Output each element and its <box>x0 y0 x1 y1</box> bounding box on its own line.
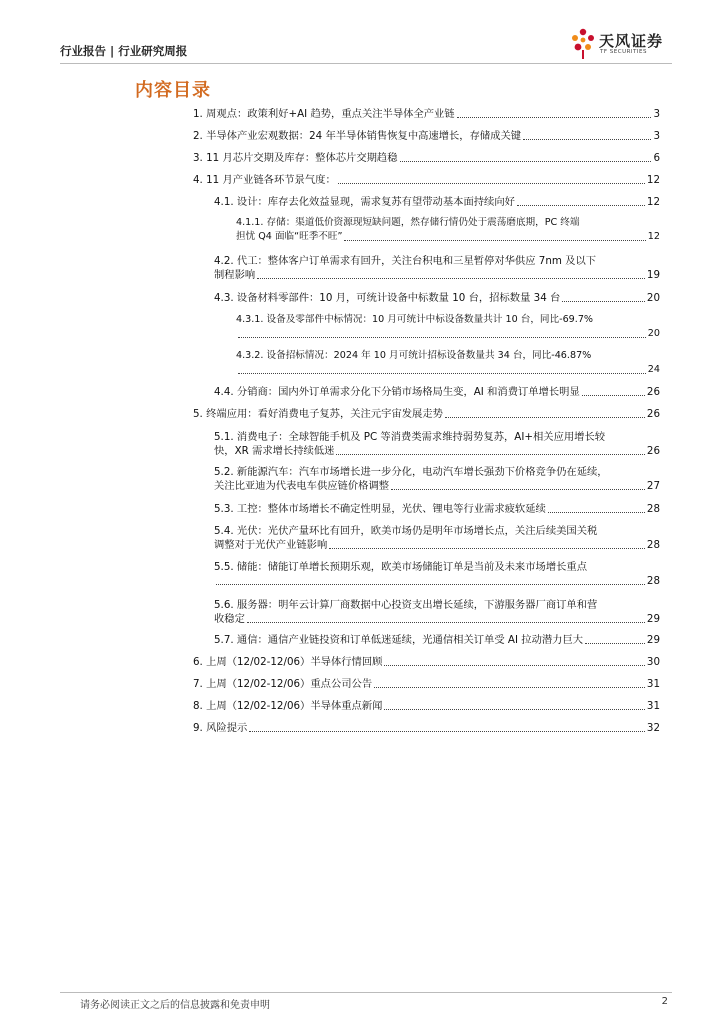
dot-leader <box>216 584 645 585</box>
toc-entry-5[interactable] <box>193 408 660 421</box>
footer-divider <box>60 992 672 993</box>
toc-entry-7[interactable] <box>193 678 660 691</box>
toc-entry-text-line1: 5.2. 新能源汽车：汽车市场增长进一步分化，电动汽车增长强劲下价格竞争仍在延续， <box>214 466 608 478</box>
dot-leader <box>445 417 645 418</box>
toc-entry-page: 26 <box>646 445 660 457</box>
header-divider <box>60 63 672 64</box>
toc-entry-text: 4.3. 设备材料零部件：10 月，可统计设备中标数量 10 台，招标数量 34 台 <box>214 292 561 304</box>
toc-entry-text: 3. 11 月芯片交期及库存：整体芯片交期趋稳 <box>193 152 398 164</box>
toc-entry-page: 26 <box>646 408 660 420</box>
toc-entry-page: 6 <box>653 152 660 164</box>
toc-entry-text-line1: 5.6. 服务器：明年云计算厂商数据中心投资支出增长延续，下游服务器厂商订单和营 <box>214 599 598 611</box>
toc-entry-text: 4. 11 月产业链各环节景气度： <box>193 174 336 186</box>
toc-entry-4-1[interactable] <box>214 196 660 209</box>
dot-leader <box>384 665 644 666</box>
dot-leader <box>336 454 644 455</box>
toc-entry-5-2[interactable] <box>214 465 660 493</box>
dot-leader <box>400 161 652 162</box>
toc-entry-text-line2: 制程影响 <box>214 269 256 281</box>
toc-entry-text-line1: 4.3.2. 设备招标情况：2024 年 10 月可统计招标设备数量共 34 台，同比-46.87% <box>236 350 592 361</box>
toc-entry-page: 20 <box>647 328 660 339</box>
toc-entry-text: 6. 上周（12/02-12/06）半导体行情回顾 <box>193 656 383 668</box>
toc-entry-text: 9. 风险提示 <box>193 722 248 734</box>
toc-title: 内容目录 <box>135 80 211 101</box>
toc-entry-5-7[interactable] <box>214 634 660 647</box>
toc-entry-6[interactable] <box>193 656 660 669</box>
toc-entry-page: 31 <box>646 700 660 712</box>
footer-disclaimer: 请务必阅读正文之后的信息披露和免责申明 <box>80 1000 270 1011</box>
dot-leader <box>344 240 645 241</box>
dot-leader <box>374 687 645 688</box>
toc-entry-text: 5.7. 通信：通信产业链投资和订单低迷延续，光通信相关订单受 AI 拉动潜力巨大 <box>214 634 584 646</box>
dot-leader <box>338 183 645 184</box>
dot-leader <box>249 731 645 732</box>
toc-entry-page: 12 <box>646 196 660 208</box>
toc-entry-text: 8. 上周（12/02-12/06）半导体重点新闻 <box>193 700 383 712</box>
toc-entry-1[interactable] <box>193 108 660 121</box>
toc-entry-text: 4.4. 分销商：国内外订单需求分化下分销市场格局生变，AI 和消费订单增长明显 <box>214 386 580 398</box>
tf-securities-logo <box>568 26 678 60</box>
toc-entry-4-4[interactable] <box>214 386 660 399</box>
dot-leader <box>457 117 652 118</box>
toc-entry-5-5[interactable] <box>214 560 660 588</box>
toc-entry-text-line2: 关注比亚迪为代表电车供应链价格调整 <box>214 480 390 492</box>
toc-entry-text-line2: 快，XR 需求增长持续低迷 <box>214 445 335 457</box>
dot-leader <box>257 278 645 279</box>
toc-entry-text: 5.3. 工控：整体市场增长不确定性明显，光伏、锂电等行业需求疲软延续 <box>214 503 546 515</box>
toc-entry-page: 28 <box>646 539 660 551</box>
toc-entry-page: 20 <box>646 292 660 304</box>
dot-leader <box>517 205 645 206</box>
dot-leader <box>548 512 645 513</box>
toc-entry-page: 3 <box>653 130 660 142</box>
toc-entry-text-line1: 5.5. 储能：储能订单增长预期乐观，欧美市场储能订单是当前及未来市场增长重点 <box>214 561 588 573</box>
toc-entry-page: 24 <box>647 364 660 375</box>
toc-entry-page: 29 <box>646 634 660 646</box>
toc-entry-4-3-1[interactable] <box>236 313 660 341</box>
toc-entry-page: 12 <box>647 231 660 242</box>
report-category: 行业报告 | 行业研究周报 <box>60 44 188 58</box>
toc-entry-page: 28 <box>646 503 660 515</box>
dot-leader <box>391 489 645 490</box>
toc-entry-text: 1. 周观点：政策利好+AI 趋势，重点关注半导体全产业链 <box>193 108 455 120</box>
toc-entry-text: 2. 半导体产业宏观数据：24 年半导体销售恢复中高速增长，存储成关键 <box>193 130 522 142</box>
toc-entry-text-line1: 4.3.1. 设备及零部件中标情况：10 月可统计中标设备数量共计 10 台，同比-69.7% <box>236 314 594 325</box>
dot-leader <box>329 548 645 549</box>
toc-entry-4[interactable] <box>193 174 660 187</box>
toc-entry-8[interactable] <box>193 700 660 713</box>
toc-entry-text-line1: 4.1.1. 存储：渠道低价资源现短缺问题，然存储行情仍处于震荡磨底期，PC 终端 <box>236 217 580 228</box>
toc-entry-4-3[interactable] <box>214 292 660 305</box>
toc-entry-text-line1: 5.1. 消费电子：全球智能手机及 PC 等消费类需求维持弱势复苏，AI+相关应用增长较 <box>214 431 606 443</box>
tf-flower-icon <box>568 26 598 60</box>
toc-entry-9[interactable] <box>193 722 660 735</box>
toc-entry-text-line1: 5.4. 光伏：光伏产量环比有回升，欧美市场仍是明年市场增长点，关注后续美国关税 <box>214 525 598 537</box>
toc-entry-page: 3 <box>653 108 660 120</box>
dot-leader <box>238 337 646 338</box>
toc-entry-text: 5. 终端应用：看好消费电子复苏，关注元宇宙发展走势 <box>193 408 443 420</box>
toc-entry-text: 7. 上周（12/02-12/06）重点公司公告 <box>193 678 373 690</box>
dot-leader <box>384 709 644 710</box>
toc-entry-page: 32 <box>646 722 660 734</box>
dot-leader <box>238 373 646 374</box>
toc-entry-page: 26 <box>646 386 660 398</box>
toc-entry-5-4[interactable] <box>214 524 660 552</box>
toc-entry-text-line2: 调整对于光伏产业链影响 <box>214 539 328 551</box>
toc-entry-page: 27 <box>646 480 660 492</box>
toc-entry-text-line2: 收稳定 <box>214 613 245 625</box>
toc-entry-text-line1: 4.2. 代工：整体客户订单需求有回升，关注台积电和三星暂停对华供应 7nm 及以下 <box>214 255 597 267</box>
toc-entry-page: 31 <box>646 678 660 690</box>
toc-entry-5-6[interactable] <box>214 598 660 626</box>
toc-entry-page: 29 <box>646 613 660 625</box>
toc-entry-4-2[interactable] <box>214 254 660 282</box>
toc-entry-2[interactable] <box>193 130 660 143</box>
logo-name-cn: 天风证券 <box>599 32 664 50</box>
page-number: 2 <box>661 996 668 1007</box>
toc-entry-4-1-1[interactable] <box>236 216 660 244</box>
dot-leader <box>562 301 645 302</box>
toc-entry-page: 30 <box>646 656 660 668</box>
toc-entry-page: 28 <box>646 575 660 587</box>
toc-entry-3[interactable] <box>193 152 660 165</box>
dot-leader <box>523 139 651 140</box>
toc-entry-text: 4.1. 设计：库存去化效益显现，需求复苏有望带动基本面持续向好 <box>214 196 515 208</box>
toc-entry-page: 19 <box>646 269 660 281</box>
toc-entry-5-1[interactable] <box>214 430 660 458</box>
toc-entry-5-3[interactable] <box>214 503 660 516</box>
toc-entry-page: 12 <box>646 174 660 186</box>
toc-entry-text-line2: 担忧 Q4 面临“旺季不旺” <box>236 231 343 242</box>
dot-leader <box>247 622 645 623</box>
dot-leader <box>582 395 645 396</box>
logo-name-en: TF SECURITIES <box>600 49 647 55</box>
dot-leader <box>585 643 645 644</box>
toc-entry-4-3-2[interactable] <box>236 349 660 377</box>
